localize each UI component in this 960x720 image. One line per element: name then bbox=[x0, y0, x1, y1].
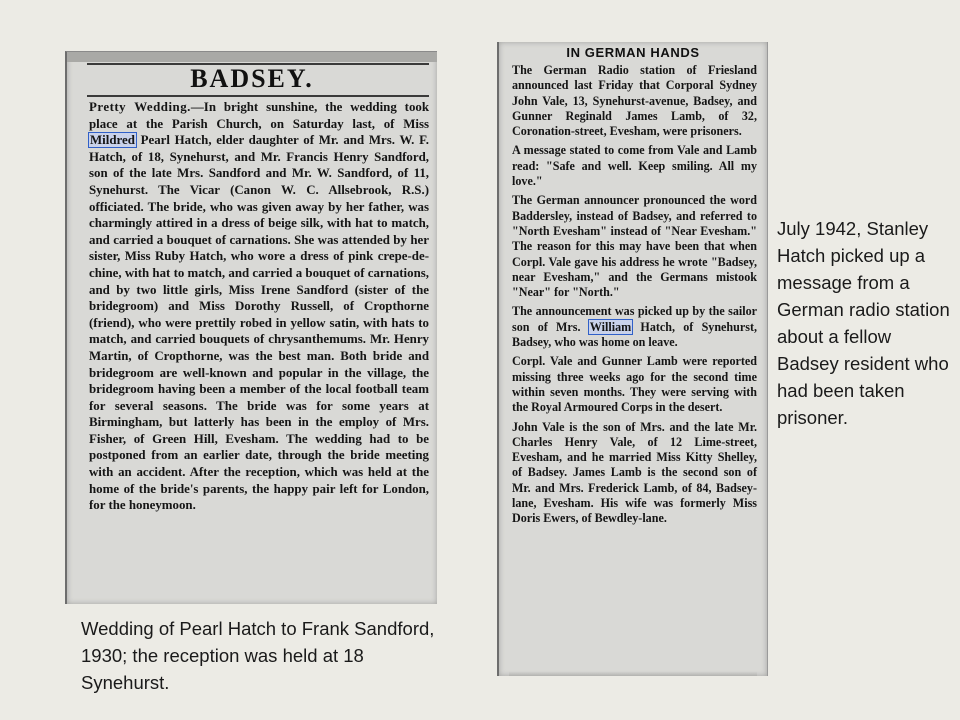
paragraph-6: John Vale is the son of Mrs. and the late Mr. Charles Henry Vale, of 12 Lime-street, Evesham, and he married Miss Kitty Shelley, of Badsey. James Lamb is the second son of Mr. and Mrs. Frederick Lamb, of 84, Badsey-lane, Evesham. His wife was formerly Miss Doris Ewers, of Bewdley-lane. bbox=[512, 419, 757, 526]
clipping-headline: BADSEY. bbox=[190, 64, 314, 93]
clipping-text-part2: Pearl Hatch, elder daughter of Mr. and Mrs. W. F. Hatch, of 18, Synehurst, and Mr. Francis Henry Sandford, son of the late Mrs. Sandford and Mr. W. Sandford, of 11, Synehurst. The Vicar (Canon W. C. Allsebrook, R.S.) officiated. The bride, who was given away by her father, was charmingly attired in a dress of beige silk, with hat to match, and carried a bouquet of carnations. She was attended by her sister, Miss Ruby Hatch, who wore a dress of pink crepe-de-chine, with hat to match, and carried a bouquet of carnations, and by two little girls, Miss Irene Sandford (sister of the bridegroom) and Miss Dorothy Russell, of Cropthorne (friend), who were prettily robed in yellow satin, with hats to match, and carried bouquets of chrysanthemums. Mr. Henry Martin, of Cropthorne, was the best man. Both bride and bridegroom are well-known and popular in the village, the bridegroom having been a member of the local football team for several seasons. The bride was for some years at Birmingham, but latterly has been in the employ of Mrs. Fisher, of Green Hill, Evesham. The wedding had to be postponed from an earlier date, through the bride meeting with an accident. After the reception, which was held at the home of the bride's parents, the happy pair left for London, for the honeymoon. bbox=[89, 133, 429, 513]
paragraph-3: The German announcer pronounced the word Baddersley, instead of Badsey, and referred to "North Evesham" instead of "Near Evesham." The reason for this may have been that when Corpl. Vale gave his address he wrote "Badsey, near Evesham," and the Germans mistook "Near" for "North." bbox=[512, 193, 757, 300]
wedding-caption: Wedding of Pearl Hatch to Frank Sandford, 1930; the reception was held at 18 Synehurst. bbox=[81, 618, 435, 693]
clipping-body bbox=[89, 99, 429, 600]
wedding-newspaper-clipping bbox=[65, 51, 437, 604]
scan-edge bbox=[67, 52, 437, 62]
paragraph-1: The German Radio station of Friesland announced last Friday that Corporal Sydney John Vale, 13, Synehurst-avenue, Badsey, and Gunner Reginald James Lamb, of 32, Coronation-street, Evesham, were prisoners. bbox=[512, 63, 757, 139]
paragraph-4-part2: Hatch, of Synehurst, Badsey, who was home on leave. bbox=[512, 319, 758, 350]
clipping-cut-edge bbox=[509, 671, 757, 676]
clipping-lead: Pretty Wedding. bbox=[89, 100, 191, 114]
clipping-body bbox=[512, 63, 757, 675]
prisoner-caption: July 1942, Stanley Hatch picked up a message from a German radio station about a fellow Badsey resident who had been taken prisoner. bbox=[777, 218, 950, 428]
search-highlight: William bbox=[589, 319, 632, 334]
headline-bottom-rule bbox=[87, 95, 429, 97]
paragraph-2: A message stated to come from Vale and Lamb read: "Safe and well. Keep smiling. All my love." bbox=[512, 143, 757, 189]
search-highlight: Mildred bbox=[90, 133, 135, 148]
paragraph-4-part1: The announcement was picked up by the sailor son of Mrs. bbox=[512, 304, 757, 334]
paragraph-5: Corpl. Vale and Gunner Lamb were reported missing three weeks ago for the second time within seven months. They were serving with the Royal Armoured Corps in the desert. bbox=[512, 354, 757, 415]
prisoner-newspaper-clipping bbox=[497, 42, 768, 676]
clipping-text-part1: —In bright sunshine, the wedding took place at the Parish Church, on Saturday last, of Miss bbox=[89, 100, 430, 131]
clipping-headline: IN GERMAN HANDS bbox=[566, 45, 700, 60]
